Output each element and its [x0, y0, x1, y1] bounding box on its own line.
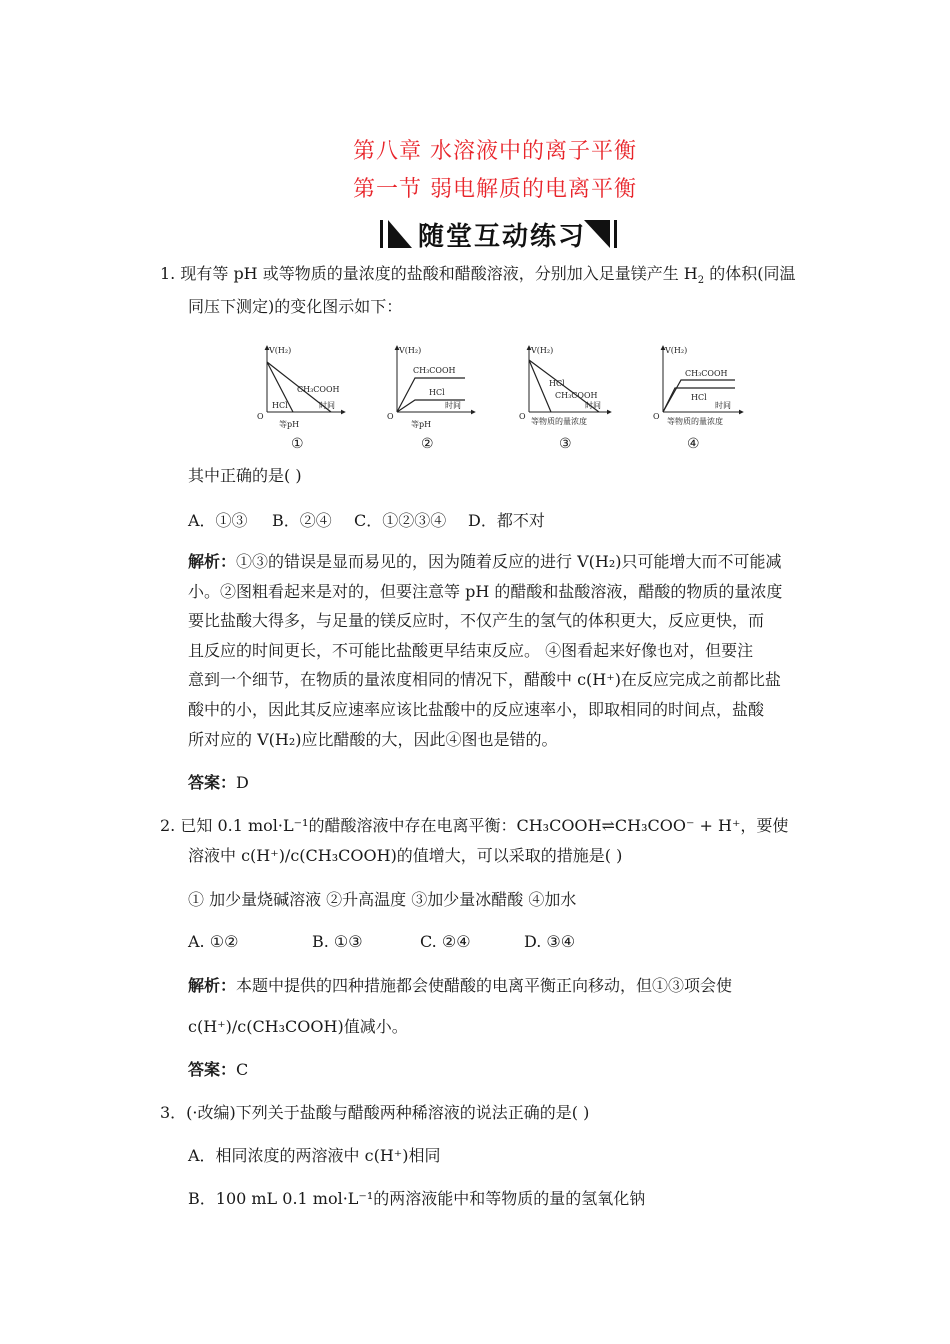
q3-stem: 3．(·改编)下列关于盐酸与醋酸两种稀溶液的说法正确的是( )	[160, 1103, 590, 1122]
svg-text:O: O	[387, 412, 394, 421]
figure-1	[257, 346, 345, 452]
svg-text:时间: 时间	[715, 401, 731, 410]
svg-text:时间: 时间	[445, 401, 461, 410]
q1-option-a: A．①③	[188, 511, 248, 530]
svg-text:HCl: HCl	[549, 379, 565, 388]
svg-text:①: ①	[291, 436, 304, 452]
q2-option-d: D. ③④	[524, 932, 576, 951]
practice-banner	[378, 212, 618, 254]
svg-text:HCl: HCl	[691, 393, 707, 402]
q1-analysis-line2: 小。②图粗看起来是对的，但要注意等 pH 的醋酸和盐酸溶液，醋酸的物质的量浓度	[188, 582, 783, 601]
q3-option-a: A．相同浓度的两溶液中 c(H⁺)相同	[188, 1146, 441, 1165]
svg-text:CH₃COOH: CH₃COOH	[413, 366, 456, 375]
q2-stem-line2: 溶液中 c(H⁺)/c(CH₃COOH)的值增大，可以采取的措施是( )	[188, 846, 623, 865]
svg-text:等物质的量浓度: 等物质的量浓度	[531, 417, 587, 426]
q3-option-b: B．100 mL 0.1 mol·L⁻¹的两溶液能中和等物质的量的氢氧化钠	[188, 1189, 646, 1208]
q2-stem-line1: 2. 已知 0.1 mol·L⁻¹的醋酸溶液中存在电离平衡：CH₃COOH⇌CH₃COO⁻ + H⁺，要使	[160, 816, 789, 835]
svg-text:④: ④	[687, 436, 700, 452]
svg-text:时间: 时间	[585, 401, 601, 410]
q1-option-b: B．②④	[272, 511, 332, 530]
figure-3	[519, 346, 611, 452]
svg-text:V(H₂): V(H₂)	[665, 346, 688, 355]
figure-2	[387, 346, 475, 452]
svg-text:O: O	[653, 412, 660, 421]
q1-analysis-line5: 意到一个细节，在物质的量浓度相同的情况下，醋酸中 c(H⁺)在反应完成之前都比盐	[188, 670, 781, 689]
figure-4	[653, 346, 743, 452]
section-title: 第一节 弱电解质的电离平衡	[353, 177, 637, 202]
banner-text: 随堂互动练习	[418, 222, 587, 252]
svg-text:O: O	[519, 412, 526, 421]
q1-stem-line1: 1. 现有等 pH 或等物质的量浓度的盐酸和醋酸溶液，分别加入足量镁产生 $H_2$ 的体积(同温	[160, 264, 796, 287]
svg-text:V(H₂): V(H₂)	[399, 346, 422, 355]
svg-text:V(H₂): V(H₂)	[531, 346, 554, 355]
svg-text:CH₃COOH: CH₃COOH	[685, 369, 728, 378]
q1-stem-line2: 同压下测定)的变化图示如下：	[188, 297, 403, 316]
q2-option-c: C. ②④	[420, 932, 471, 951]
svg-text:③: ③	[559, 436, 572, 452]
svg-text:等pH: 等pH	[279, 420, 300, 429]
svg-text:HCl: HCl	[272, 401, 288, 410]
svg-text:HCl: HCl	[429, 388, 445, 397]
q2-option-b: B. ①③	[312, 932, 363, 951]
svg-text:②: ②	[421, 436, 434, 452]
svg-text:O: O	[257, 412, 264, 421]
q2-analysis-line1: 解析：本题中提供的四种措施都会使醋酸的电离平衡正向移动，但①③项会使	[188, 976, 733, 995]
svg-text:等物质的量浓度: 等物质的量浓度	[667, 417, 723, 426]
svg-text:时间: 时间	[319, 401, 335, 410]
q1-figures	[255, 340, 745, 455]
q1-analysis-line6: 酸中的小，因此其反应速率应该比盐酸中的反应速率小，即取相同的时间点，盐酸	[188, 700, 765, 719]
chapter-title: 第八章 水溶液中的离子平衡	[353, 139, 637, 164]
q2-analysis-line2: c(H⁺)/c(CH₃COOH)值减小。	[188, 1017, 408, 1036]
svg-text:CH₃COOH: CH₃COOH	[555, 391, 598, 400]
svg-text:等pH: 等pH	[411, 420, 432, 429]
q1-analysis-line7: 所对应的 V(H₂)应比醋酸的大，因此④图也是错的。	[188, 730, 558, 749]
q1-analysis-line4: 且反应的时间更长，不可能比盐酸更早结束反应。 ④图看起来好像也对，但要注	[188, 641, 754, 660]
q2-choices: ① 加少量烧碱溶液 ②升高温度 ③加少量冰醋酸 ④加水	[188, 890, 577, 909]
q1-analysis-line1: 解析：①③的错误是显而易见的，因为随着反应的进行 V(H₂)只可能增大而不可能减	[188, 552, 782, 571]
q1-analysis-line3: 要比盐酸大得多，与足量的镁反应时，不仅产生的氢气的体积更大，反应更快，而	[188, 611, 765, 630]
svg-text:V(H₂): V(H₂)	[269, 346, 292, 355]
q1-option-d: D．都不对	[468, 511, 545, 530]
q2-option-a: A. ①②	[188, 932, 239, 951]
svg-text:CH₃COOH: CH₃COOH	[297, 385, 340, 394]
q1-answer: 答案：D	[188, 773, 249, 792]
q1-prompt: 其中正确的是( )	[188, 466, 302, 485]
q2-answer: 答案：C	[188, 1060, 249, 1079]
q1-option-c: C．①②③④	[354, 511, 447, 530]
